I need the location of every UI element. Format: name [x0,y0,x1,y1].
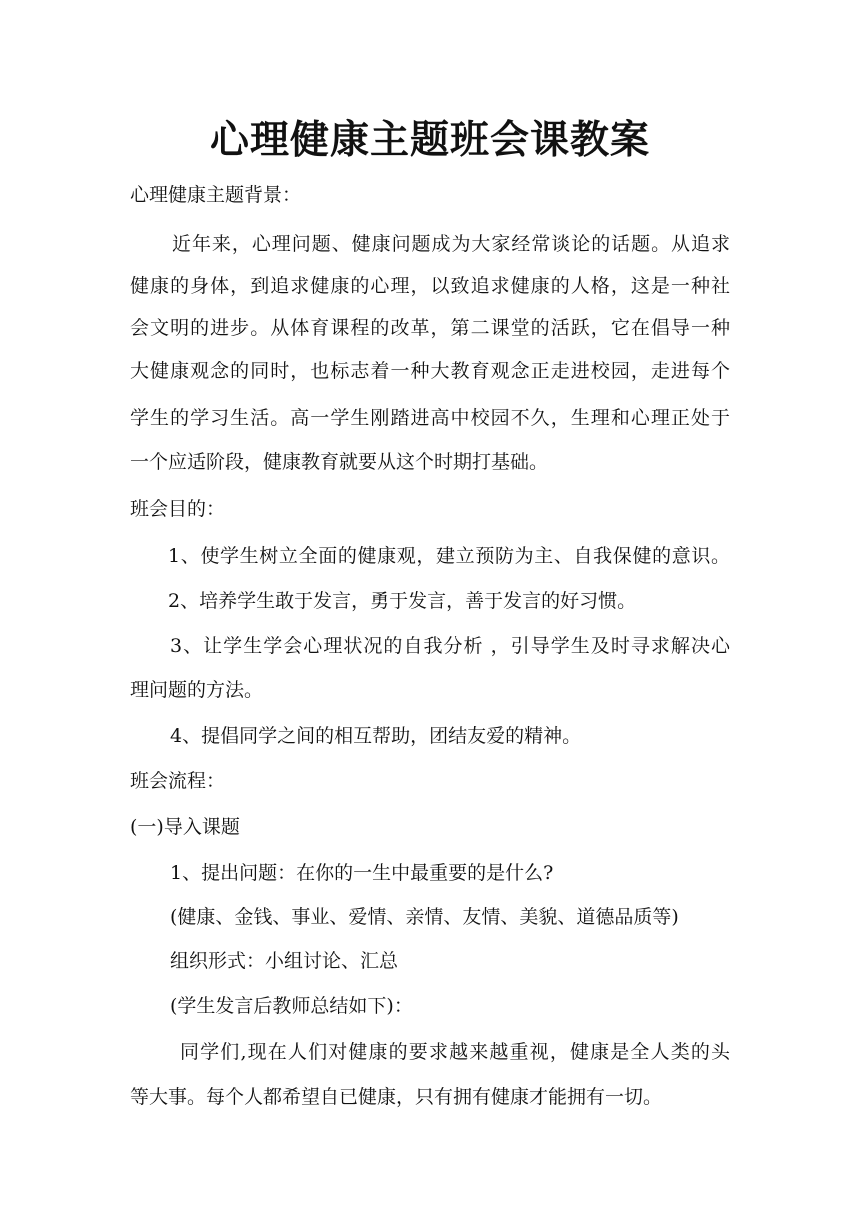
goal-item-3-continued: 理问题的方法。 [130,679,264,701]
section-1-line-1: 1、提出问题：在你的一生中最重要的是什么? [170,862,554,884]
section-1-heading: (一)导入课题 [130,816,240,838]
process-heading: 班会流程： [130,770,226,792]
background-line-6: 一个应适阶段，健康教育就要从这个时期打基础。 [130,451,549,473]
goals-heading: 班会目的： [130,498,226,520]
goal-item-3: 3、让学生学会心理状况的自我分析 ，引导学生及时寻求解决心 [170,635,730,657]
background-line-1: 近年来，心理问题、健康问题成为大家经常谈论的话题。从追求 [172,233,730,255]
goal-item-1: 1、使学生树立全面的健康观，建立预防为主、自我保健的意识。 [168,545,730,567]
background-heading: 心理健康主题背景： [130,184,302,206]
document-page [130,0,730,1216]
background-line-4: 大健康观念的同时，也标志着一种大教育观念正走进校园，走进每个 [130,360,730,382]
background-line-3: 会文明的进步。从体育课程的改革，第二课堂的活跃，它在倡导一种 [130,317,730,339]
document-title: 心理健康主题班会课教案 [209,117,650,163]
background-line-5: 学生的学习生活。高一学生刚踏进高中校园不久，生理和心理正处于 [130,407,730,429]
section-1-line-2: (健康、金钱、事业、爱情、亲情、友情、美貌、道德品质等) [170,906,679,928]
section-1-line-3: 组织形式：小组讨论、汇总 [170,950,399,972]
section-1-line-4: (学生发言后教师总结如下)： [170,995,413,1017]
section-1-line-5: 同学们,现在人们对健康的要求越来越重视，健康是全人类的头 [180,1041,730,1063]
background-line-2: 健康的身体，到追求健康的心理，以致追求健康的人格，这是一种社 [130,275,730,297]
section-1-line-6: 等大事。每个人都希望自已健康，只有拥有健康才能拥有一切。 [130,1086,663,1108]
goal-item-4: 4、提倡同学之间的相互帮助，团结友爱的精神。 [170,725,582,747]
goal-item-2: 2、培养学生敢于发言，勇于发言，善于发言的好习惯。 [168,590,637,612]
